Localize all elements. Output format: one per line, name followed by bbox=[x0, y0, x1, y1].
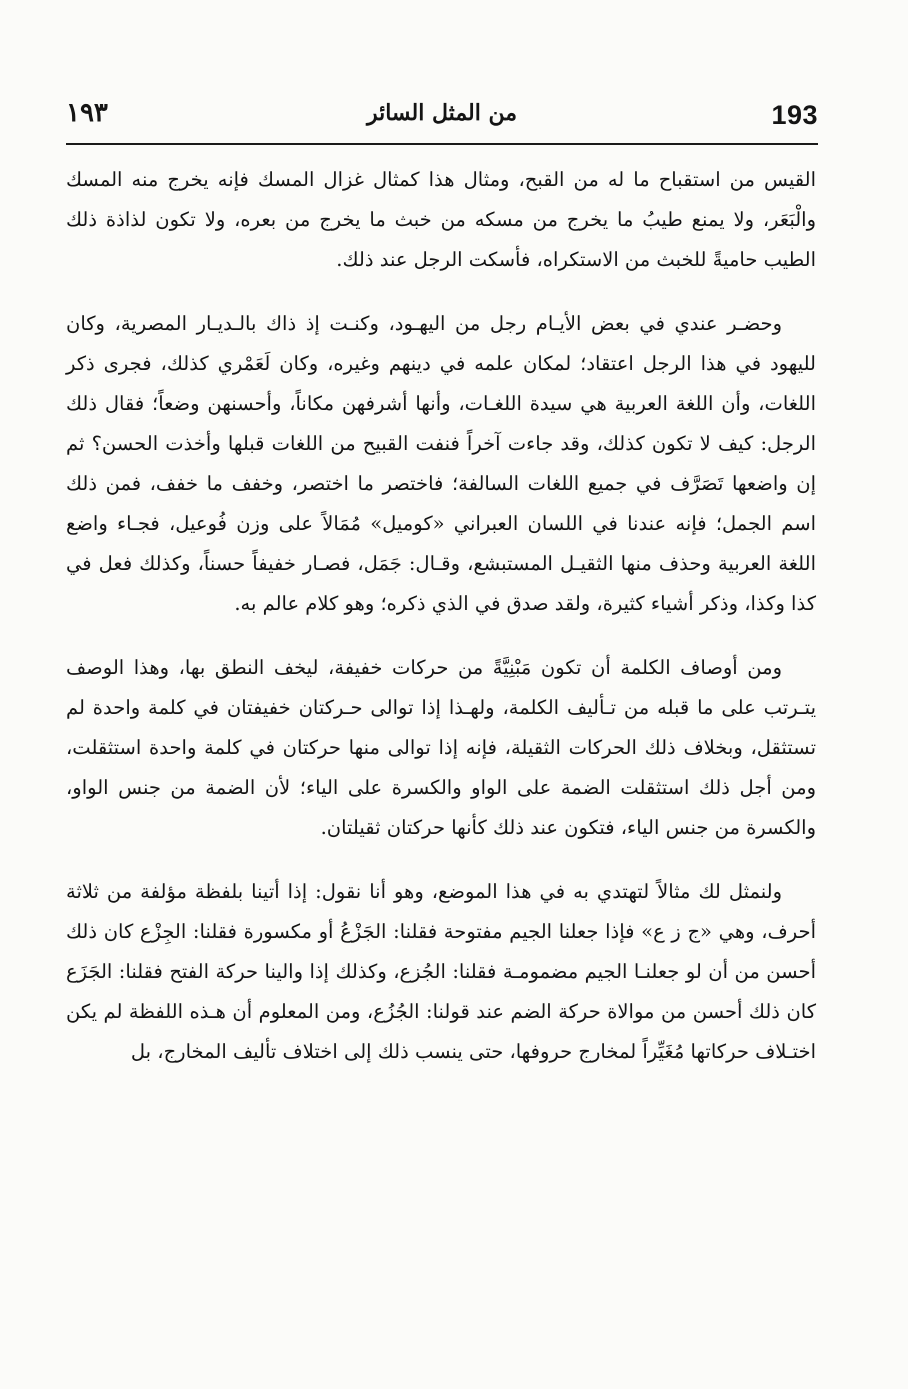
paragraph-2: وحضـر عندي في بعض الأيـام رجل من اليهـود، وكنـت إذ ذاك بالـديـار المصرية، وكان لليهود في هذا الرجل اعتقاد؛ لمكان علمه في دينهم وغيره، وكان لَعَمْري كذلك، فجرى ذكر اللغات، وأن اللغة العربية هي سيدة اللغـات، وأنها أشرفهن مكاناً، وأحسنهن وضعاً؛ فقال ذلك الرجل: كيف لا تكون كذلك، وقد جاءت آخراً فنفت القبيح من اللغات قبلها وأخذت الحسن؟ ثم إن واضعها تَصَرَّف في جميع اللغات السالفة؛ فاختصر ما اختصر، وخفف ما خفف، فمن ذلك اسم الجمل؛ فإنه عندنا في اللسان العبراني «كوميل» مُمَالاً على وزن فُوعيل، فجـاء واضع اللغة العربية وحذف منها الثقيـل المستبشع، وقـال: جَمَل، فصـار خفيفاً حسناً، وكذلك فعل في كذا وكذا، وذكر أشياء كثيرة، ولقد صدق في الذي ذكره؛ وهو كلام عالم به. bbox=[66, 312, 817, 615]
page-number-latin: 193 bbox=[771, 100, 818, 130]
page-number-arabic: ١٩٣ bbox=[66, 98, 108, 128]
paragraph-3: ومن أوصاف الكلمة أن تكون مَبْنِيَّةً من حركات خفيفة، ليخف النطق بها، وهذا الوصف يتـرتب على ما قبله من تـأليف الكلمة، ولهـذا إذا توالى حـركتان خفيفتان في كلمة واحدة لم تستثقل، وبخلاف ذلك الحركات الثقيلة، فإنه إذا توالى منها حركتان في كلمة واحدة استثقلت، ومن أجل ذلك استثقلت الضمة على الواو والكسرة على الياء؛ لأن الضمة من جنس الواو، والكسرة من جنس الياء، فتكون عند ذلك كأنها حركتان ثقيلتان. bbox=[66, 656, 816, 839]
running-title: من المثل السائر bbox=[366, 100, 518, 126]
paragraph-4: ولنمثل لك مثالاً لتهتدي به في هذا الموضع، وهو أنا نقول: إذا أتينا بلفظة مؤلفة من ثلاثة أحرف، وهي «ج ز ع» فإذا جعلنا الجيم مفتوحة فقلنا: الجَزْعُ أو مكسورة فقلنا: الجِزْع كان ذلك أحسن من أن لو جعلنـا الجيم مضمومـة فقلنا: الجُزع، وكذلك إذا والينا حركة الفتح فقلنا: الجَزَع كان ذلك أحسن من موالاة حركة الضم عند قولنا: الجُزُع، ومن المعلوم أن هـذه اللفظة لم يكن اختـلاف حركاتها مُغَيِّراً لمخارج حروفها، حتى ينسب ذلك إلى اختلاف تأليف المخارج، بل bbox=[66, 880, 816, 1063]
header-rule bbox=[66, 143, 818, 145]
body-text bbox=[66, 160, 816, 1072]
paragraph-1: القيس من استقباح ما له من القبح، ومثال هذا كمثال غزال المسك فإنه يخرج منه المسك والْبَعَر، ولا يمنع طيبُ ما يخرج من مسكه من خبث ما يخرج من بعره، ولا تكون لذاذة ذلك الطيب حاميةً للخبث من الاستكراه، فأسكت الرجل عند ذلك. bbox=[66, 168, 816, 271]
page-header bbox=[66, 96, 818, 140]
